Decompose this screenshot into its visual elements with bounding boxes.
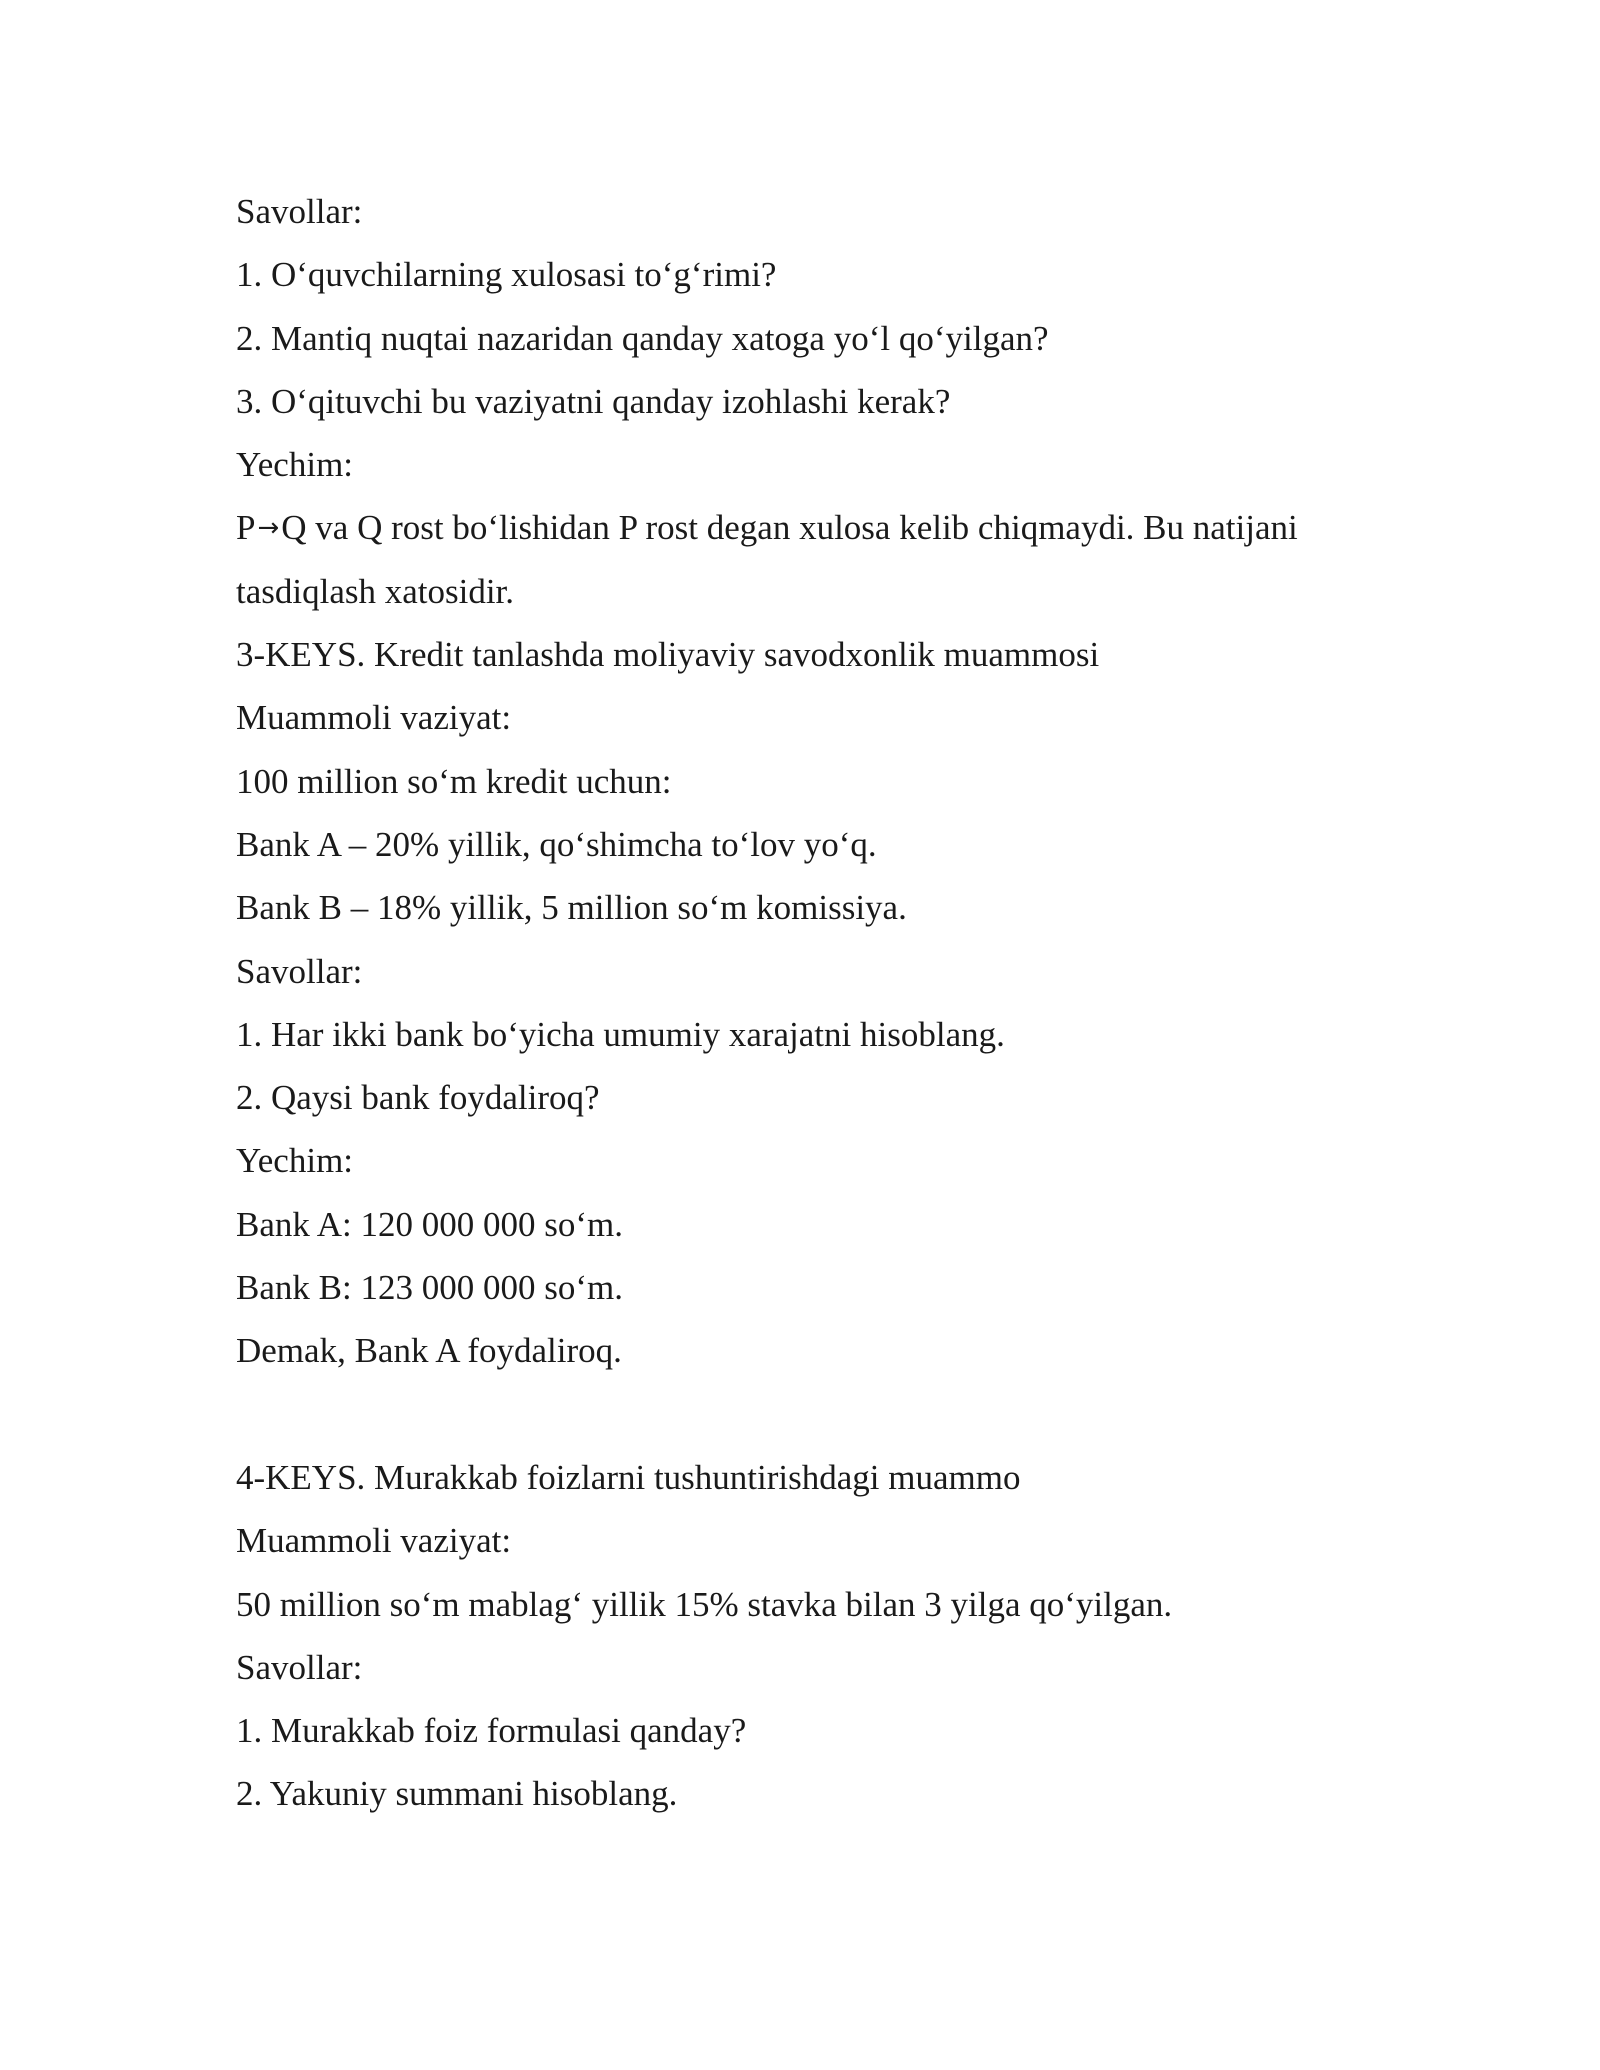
case2-solution-heading: Yechim: xyxy=(236,445,354,485)
case4-situation-text: 50 million so‘m mablag‘ yillik 15% stavka bilan 3 yilga qo‘yilgan. xyxy=(236,1584,1173,1624)
case4-questions-heading: Savollar: xyxy=(236,1647,363,1687)
case3-situation-intro: 100 million so‘m kredit uchun: xyxy=(236,761,672,801)
case2-solution-line-2: tasdiqlash xatosidir. xyxy=(236,571,515,611)
case3-conclusion: Demak, Bank A foydaliroq. xyxy=(236,1331,622,1371)
case3-question-2: 2. Qaysi bank foydaliroq? xyxy=(236,1078,600,1118)
case3-solution-heading: Yechim: xyxy=(236,1141,354,1181)
case3-bank-a: Bank A – 20% yillik, qo‘shimcha to‘lov yo‘q. xyxy=(236,824,877,864)
document-body xyxy=(236,180,1366,1826)
case2-solution-rest: Q va Q rost bo‘lishidan P rost degan xulosa kelib chiqmaydi. Bu natijani xyxy=(281,508,1298,548)
case3-questions-heading: Savollar: xyxy=(236,951,363,991)
case2-question-3: 3. O‘qituvchi bu vaziyatni qanday izohlashi kerak? xyxy=(236,381,951,421)
case2-solution-line-1 xyxy=(236,496,1366,559)
case3-situation-heading: Muammoli vaziyat: xyxy=(236,698,512,738)
case4-situation-heading: Muammoli vaziyat: xyxy=(236,1521,512,1561)
case2-question-2: 2. Mantiq nuqtai nazaridan qanday xatoga yo‘l qo‘yilgan? xyxy=(236,318,1049,358)
case3-solution-b: Bank B: 123 000 000 so‘m. xyxy=(236,1268,623,1308)
blank-line xyxy=(236,1383,1366,1446)
case3-title: 3-KEYS. Kredit tanlashda moliyaviy savodxonlik muammosi xyxy=(236,635,1100,675)
case4-question-2: 2. Yakuniy summani hisoblang. xyxy=(236,1774,678,1814)
case4-title: 4-KEYS. Murakkab foizlarni tushuntirishdagi muammo xyxy=(236,1457,1021,1497)
case3-question-1: 1. Har ikki bank bo‘yicha umumiy xarajatni hisoblang. xyxy=(236,1014,1005,1054)
case2-solution-p: P xyxy=(236,508,256,548)
case2-questions-heading: Savollar: xyxy=(236,192,363,231)
case2-question-1: 1. O‘quvchilarning xulosasi to‘g‘rimi? xyxy=(236,255,777,295)
case4-question-1: 1. Murakkab foiz formulasi qanday? xyxy=(236,1711,747,1751)
implication-arrow-icon: → xyxy=(257,513,280,544)
case3-solution-a: Bank A: 120 000 000 so‘m. xyxy=(236,1204,623,1244)
case3-bank-b: Bank B – 18% yillik, 5 million so‘m komissiya. xyxy=(236,888,907,928)
